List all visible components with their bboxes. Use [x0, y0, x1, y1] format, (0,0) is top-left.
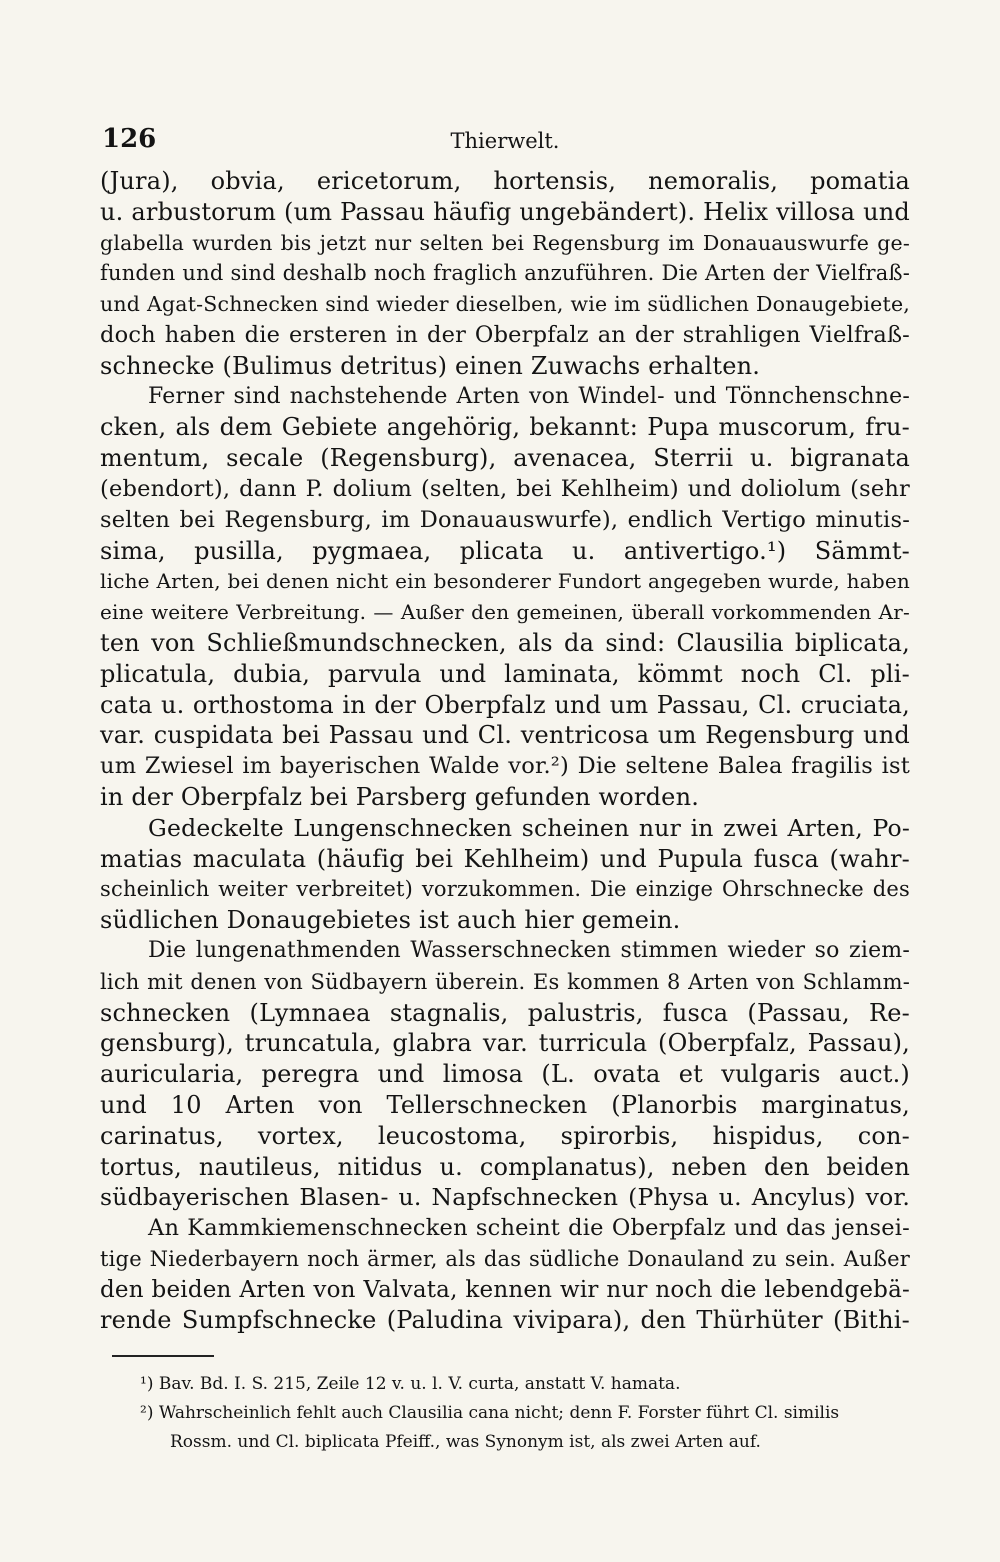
text-line: Ferner sind nachstehende Arten von Windel- und Tönnchenschne-	[148, 383, 910, 409]
text-line: schnecken (Lymnaea stagnalis, palustris, fusca (Passau, Re-	[100, 998, 910, 1027]
text-line: u. arbustorum (um Passau häufig ungebändert). Helix villosa und	[100, 197, 910, 226]
footnotes	[140, 1370, 900, 1457]
text-line: (ebendort), dann P. dolium (selten, bei Kehlheim) und doliolum (sehr	[100, 475, 910, 502]
text-line: An Kammkiemenschnecken scheint die Oberpfalz und das jensei-	[148, 1215, 910, 1242]
text-line: plicatula, dubia, parvula und laminata, kömmt noch Cl. pli-	[100, 659, 910, 688]
text-line: selten bei Regensburg, im Donauauswurfe), endlich Vertigo minutis-	[100, 506, 910, 533]
text-line: liche Arten, bei denen nicht ein besonderer Fundort angegeben wurde, haben	[100, 569, 910, 594]
text-line: südbayerischen Blasen- u. Napfschnecken (Physa u. Ancylus) vor.	[100, 1183, 910, 1212]
text-line: Gedeckelte Lungenschnecken scheinen nur in zwei Arten, Po-	[148, 813, 910, 842]
text-line: um Zwiesel im bayerischen Walde vor.²) Die seltene Balea fragilis ist	[100, 753, 910, 780]
text-line: und Agat-Schnecken sind wieder dieselben, wie im südlichen Donaugebiete,	[100, 292, 910, 317]
text-line: mentum, secale (Regensburg), avenacea, Sterrii u. bigranata	[100, 444, 910, 473]
footnote-divider	[112, 1355, 214, 1357]
text-line: glabella wurden bis jetzt nur selten bei Regensburg im Donauauswurfe ge-	[100, 230, 910, 255]
text-line: Die lungenathmenden Wasserschnecken stimmen wieder so ziem-	[148, 937, 910, 963]
text-line: ten von Schließmundschnecken, als da sind: Clausilia biplicata,	[100, 628, 910, 657]
text-line: matias maculata (häufig bei Kehlheim) und Pupula fusca (wahr-	[100, 844, 910, 873]
text-line: cken, als dem Gebiete angehörig, bekannt: Pupa muscorum, fru-	[100, 413, 910, 442]
page-header	[100, 120, 910, 166]
text-line: scheinlich weiter verbreitet) vorzukommen. Die einzige Ohrschnecke des	[100, 877, 910, 902]
footnote-line: ¹) Bav. Bd. I. S. 215, Zeile 12 v. u. l. V. curta, anstatt V. hamata.	[140, 1374, 681, 1394]
text-line: in der Oberpfalz bei Parsberg gefunden worden.	[100, 782, 700, 811]
text-line: funden und sind deshalb noch fraglich anzuführen. Die Arten der Vielfraß-	[100, 261, 910, 286]
text-line: tortus, nautileus, nitidus u. complanatus), neben den beiden	[100, 1152, 910, 1181]
text-line: cata u. orthostoma in der Oberpfalz und um Passau, Cl. cruciata,	[100, 690, 910, 719]
text-line: rende Sumpfschnecke (Paludina vivipara), den Thürhüter (Bithi-	[100, 1306, 910, 1335]
text-line: schnecke (Bulimus detritus) einen Zuwachs erhalten.	[100, 351, 761, 380]
text-line: (Jura), obvia, ericetorum, hortensis, nemoralis, pomatia	[100, 167, 910, 195]
page	[100, 120, 910, 1336]
text-line: lich mit denen von Südbayern überein. Es kommen 8 Arten von Schlamm-	[100, 969, 910, 994]
text-line: und 10 Arten von Tellerschnecken (Planorbis marginatus,	[100, 1090, 910, 1119]
text-line: sima, pusilla, pygmaea, plicata u. antivertigo.¹) Sämmt-	[100, 536, 910, 565]
running-title: Thierwelt.	[450, 129, 560, 153]
footnote-line: ²) Wahrscheinlich fehlt auch Clausilia cana nicht; denn F. Forster führt Cl. similis	[140, 1403, 840, 1423]
text-line: südlichen Donaugebietes ist auch hier gemein.	[100, 906, 681, 935]
text-line: auricularia, peregra und limosa (L. ovata et vulgaris auct.)	[100, 1060, 910, 1089]
text-line: tige Niederbayern noch ärmer, als das südliche Donauland zu sein. Außer	[100, 1246, 910, 1271]
footnote-line: Rossm. und Cl. biplicata Pfeiff., was Synonym ist, als zwei Arten auf.	[170, 1432, 761, 1452]
text-line: var. cuspidata bei Passau und Cl. ventricosa um Regensburg und	[100, 721, 910, 750]
text-line: carinatus, vortex, leucostoma, spirorbis, hispidus, con-	[100, 1121, 910, 1150]
text-line: gensburg), truncatula, glabra var. turricula (Oberpfalz, Passau),	[100, 1029, 910, 1058]
text-line: den beiden Arten von Valvata, kennen wir nur noch die lebendgebä-	[100, 1276, 910, 1303]
text-line: eine weitere Verbreitung. — Außer den gemeinen, überall vorkommenden Ar-	[100, 600, 910, 625]
page-number: 126	[102, 124, 157, 154]
text-line: doch haben die ersteren in der Oberpfalz an der strahligen Vielfraß-	[100, 321, 910, 348]
body-text	[100, 166, 910, 1336]
